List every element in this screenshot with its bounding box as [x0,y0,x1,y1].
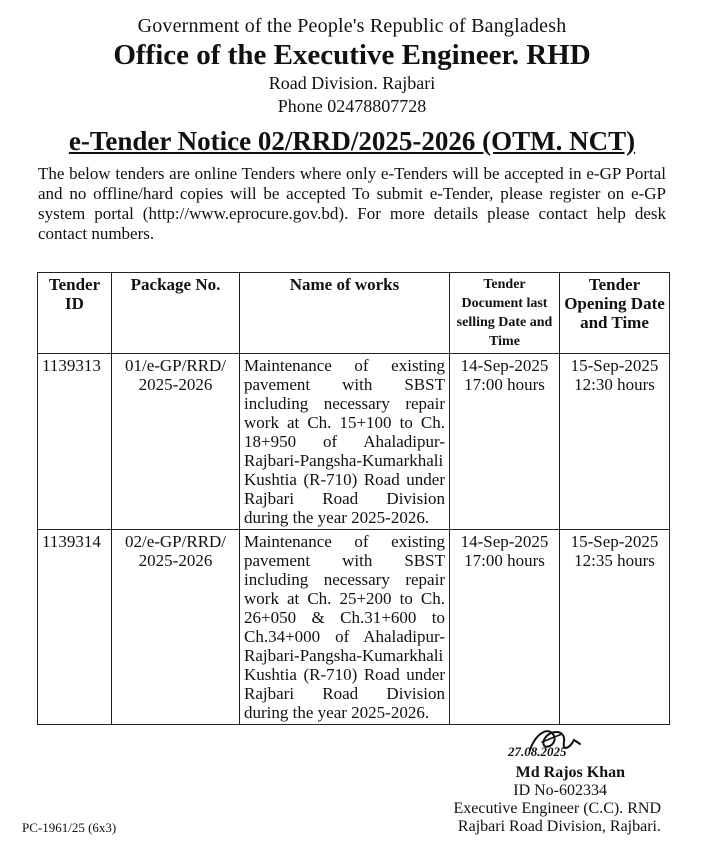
tender-id-cell: 1139313 [38,354,112,530]
package-cell: 01/e-GP/RRD/ 2025-2026 [112,354,240,530]
signatory-office: Rajbari Road Division, Rajbari. [457,818,661,835]
publication-code: PC-1961/25 (6x3) [22,820,117,835]
signatory-id: ID No-602334 [513,782,607,799]
selling-date-cell [450,354,560,530]
office-title: Office of the Executive Engineer. RHD [113,39,591,71]
header-selling-date: Tender Document last selling Date and Time [450,273,560,354]
header-tender-id: Tender ID [38,273,112,354]
header-package: Package No. [112,273,240,354]
signatory-designation: Executive Engineer (C.C). RND [453,800,661,817]
tender-id-cell: 1139314 [38,530,112,725]
opening-date-cell [560,530,670,725]
opening-time: 12:30 hours [574,375,655,394]
opening-date-cell [560,354,670,530]
header-name-of-works: Name of works [240,273,450,354]
selling-time: 17:00 hours [464,375,545,394]
notice-header [0,14,704,158]
selling-date: 14-Sep-2025 [460,356,549,375]
tender-table [37,272,670,725]
selling-date: 14-Sep-2025 [460,532,549,551]
name-of-works-cell: Maintenance of existing pavement with SBST including necessary repair work at Ch. 15+100 to Ch. 18+950 of Ahaladipur-Rajbari-Pangsha-Kumarkhali Kushtia (R-710) Road under Rajbari Road Division during the year 2025-2026. [240,354,450,530]
table-row [38,530,670,725]
division-line: Road Division. Rajbari [268,73,436,93]
government-line: Government of the People's Republic of Bangladesh [137,15,567,37]
opening-date: 15-Sep-2025 [570,532,659,551]
header-opening-date: Tender Opening Date and Time [560,273,670,354]
handwritten-signature [470,722,670,766]
table-row [38,354,670,530]
notice-title: e-Tender Notice 02/RRD/2025-2026 (OTM. NCT) [68,126,636,156]
selling-date-cell [450,530,560,725]
opening-date: 15-Sep-2025 [570,356,659,375]
package-cell: 02/e-GP/RRD/ 2025-2026 [112,530,240,725]
name-of-works-cell: Maintenance of existing pavement with SBST including necessary repair work at Ch. 25+200 to Ch. 26+050 & Ch.31+600 to Ch.34+000 of Ahaladipur-Rajbari-Pangsha-Kumarkhali Kushtia (R-710) Road under Rajbari Road Division during the year 2025-2026. [240,530,450,725]
signatory-name: Md Rajos Khan [515,764,625,781]
signature-block [454,764,662,836]
phone-line: Phone 02478807728 [277,96,427,116]
signature-date: 27.08.2025 [508,744,567,759]
opening-time: 12:35 hours [574,551,655,570]
selling-time: 17:00 hours [464,551,545,570]
notice-intro: The below tenders are online Tenders where only e-Tenders will be accepted in e-GP Portal and no offline/hard copies will be accepted To submit e-Tender, please register on e-GP system portal (http://www.eprocure.gov.bd). For more details please contact help desk contact numbers. [38,164,666,243]
table-header-row [38,273,670,354]
